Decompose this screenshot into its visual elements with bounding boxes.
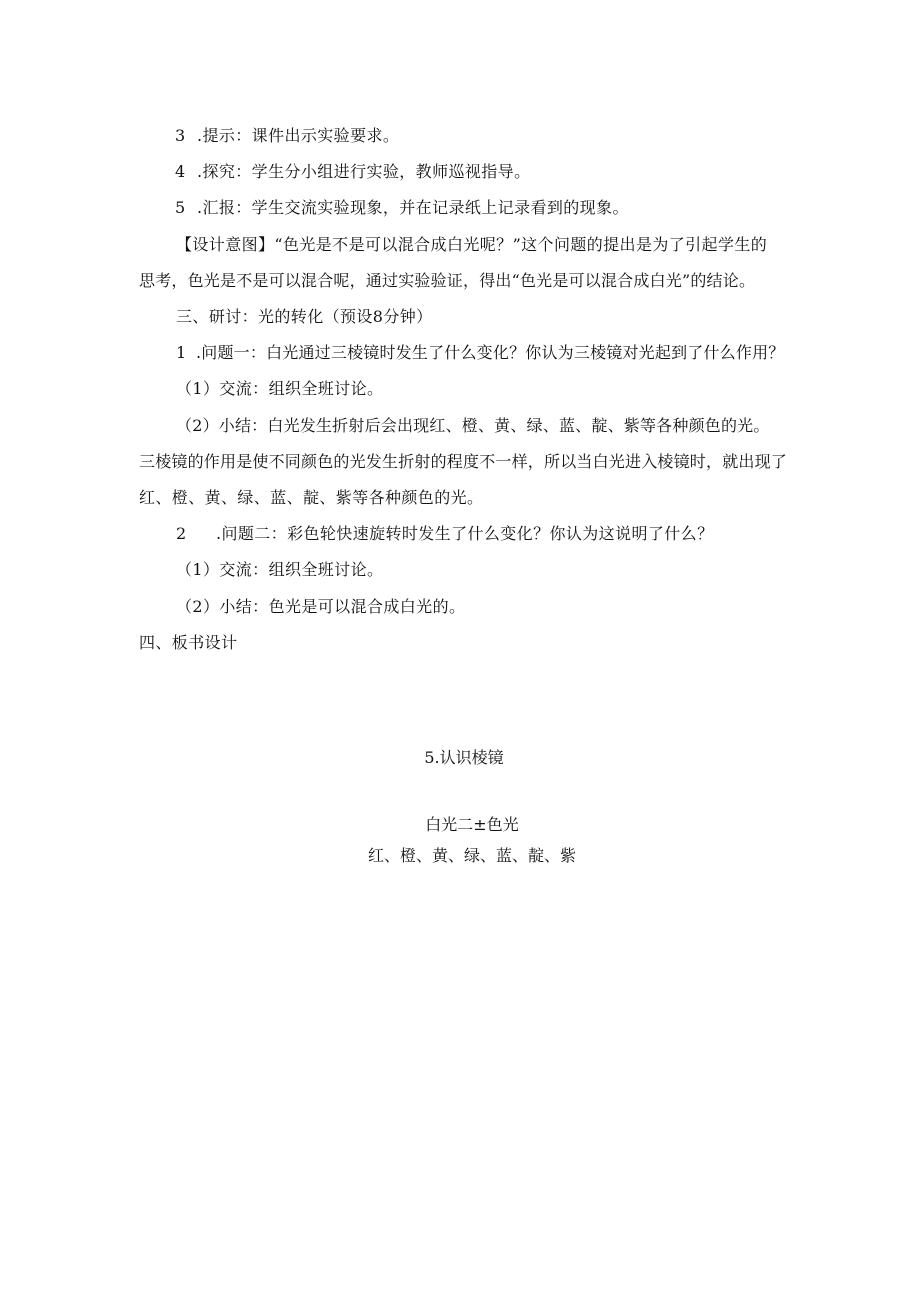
board-line-2: 红、橙、黄、绿、蓝、靛、紫 (367, 846, 576, 865)
step-3-text: .提示：课件出示实验要求。 (197, 126, 400, 145)
design-intent-line-1: 【设计意图】“色光是不是可以混合成白光呢？”这个问题的提出是为了引起学生的 (176, 235, 768, 254)
board-title: 5.认识棱镜 (424, 748, 504, 767)
design-intent-line-2: 思考，色光是不是可以混合呢，通过实验验证，得出“色光是可以混合成白光”的结论。 (139, 271, 756, 290)
question-1 (176, 343, 785, 363)
step-3-number: 3 (175, 126, 186, 145)
question-1-summary-line-3: 红、橙、黄、绿、蓝、靛、紫等各种颜色的光。 (139, 488, 484, 507)
question-2-text: .问题二：彩色轮快速旋转时发生了什么变化？你认为这说明了什么？ (216, 524, 714, 543)
step-5 (175, 198, 629, 218)
question-2-exchange: （1）交流：组织全班讨论。 (176, 560, 384, 579)
question-2-summary: （2）小结：色光是可以混合成白光的。 (176, 597, 466, 616)
step-5-number: 5 (175, 198, 186, 217)
section-3-title: 三、研讨：光的转化（预设8分钟） (176, 307, 433, 326)
step-4 (175, 162, 531, 182)
step-3 (175, 126, 399, 146)
question-2 (176, 524, 714, 544)
question-1-exchange: （1）交流：组织全班讨论。 (176, 379, 384, 398)
question-1-number: 1 (176, 343, 187, 362)
step-5-text: .汇报：学生交流实验现象，并在记录纸上记录看到的现象。 (197, 198, 629, 217)
section-4-title: 四、板书设计 (139, 633, 238, 652)
question-1-text: .问题一：白光通过三棱镜时发生了什么变化？你认为三棱镜对光起到了什么作用？ (196, 343, 785, 362)
question-1-summary-line-2: 三棱镜的作用是使不同颜色的光发生折射的程度不一样，所以当白光进入棱镜时，就出现了 (139, 452, 788, 471)
question-1-summary-line-1: （2）小结：白光发生折射后会出现红、橙、黄、绿、蓝、靛、紫等各种颜色的光。 (176, 416, 770, 435)
question-2-number: 2 (176, 524, 187, 543)
board-line-1: 白光二±色光 (425, 815, 519, 834)
step-4-number: 4 (175, 162, 186, 181)
step-4-text: .探究：学生分小组进行实验，教师巡视指导。 (197, 162, 531, 181)
